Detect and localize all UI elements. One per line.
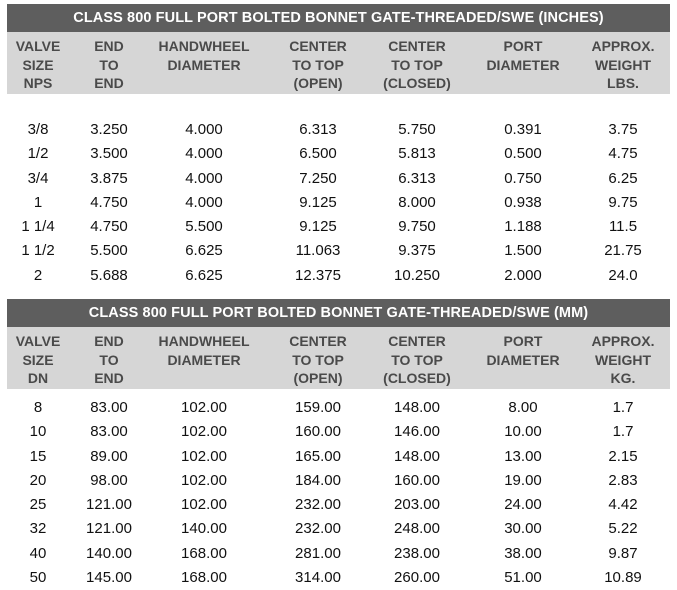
table-row [7, 396, 670, 420]
table-cell: 13.00 [504, 447, 542, 465]
table-cell: 238.00 [394, 544, 440, 562]
column-header [7, 332, 69, 388]
column-header [269, 332, 367, 388]
column-header [575, 332, 671, 388]
table-cell: 4.42 [608, 496, 638, 514]
column-header-line: DN [27, 370, 49, 386]
table-cell: 6.313 [299, 121, 337, 138]
table-row [7, 445, 670, 469]
table-cell: 2.15 [608, 447, 638, 465]
table-cell: 102.00 [181, 447, 227, 465]
column-header [368, 37, 466, 93]
inches-table [7, 4, 670, 288]
inches-table-header [7, 32, 670, 94]
table-cell: 15 [29, 447, 47, 465]
table-cell: 160.00 [295, 423, 341, 441]
table-cell: 5.500 [90, 242, 128, 260]
table-cell: 203.00 [394, 496, 440, 514]
table-cell: 0.938 [504, 193, 542, 211]
table-cell: 314.00 [295, 569, 341, 587]
column-header [69, 37, 149, 93]
table-cell: 1.7 [612, 399, 634, 416]
column-header-line: TO TOP [391, 351, 443, 368]
table-cell: 2.000 [504, 266, 542, 284]
table-cell: 7.250 [299, 169, 337, 187]
table-cell: 102.00 [181, 423, 227, 441]
table-cell: 24.0 [608, 266, 638, 284]
mm-table-title: CLASS 800 FULL PORT BOLTED BONNET GATE-THREADED/SWE (MM) [7, 299, 670, 327]
table-cell: 10.250 [394, 266, 440, 284]
table-cell: 1/2 [27, 145, 49, 163]
table-cell: 102.00 [181, 496, 227, 514]
table-cell: 50 [29, 569, 47, 587]
table-cell: 6.625 [185, 242, 223, 260]
table-row [7, 142, 670, 166]
table-row [7, 469, 670, 493]
column-header [269, 37, 367, 93]
table-cell: 3.875 [90, 169, 128, 187]
table-cell: 1 [33, 193, 43, 211]
column-header-line: (OPEN) [293, 75, 343, 91]
column-header-line: HANDWHEEL [158, 333, 250, 349]
table-cell: 5.500 [185, 218, 223, 236]
table-cell: 3.75 [608, 121, 638, 138]
column-header [474, 37, 572, 74]
table-cell: 40 [29, 544, 47, 562]
table-cell: 0.750 [504, 169, 542, 187]
table-cell: 5.22 [608, 520, 638, 538]
column-header-line: LBS. [607, 75, 639, 91]
column-header-line: VALVE [15, 38, 61, 54]
column-header [69, 332, 149, 388]
table-cell: 1.188 [504, 218, 542, 236]
table-cell: 260.00 [394, 569, 440, 587]
table-cell: 98.00 [90, 471, 128, 489]
column-header-line: DIAMETER [486, 56, 560, 73]
table-cell: 3/4 [27, 169, 49, 187]
table-cell: 83.00 [90, 423, 128, 441]
table-cell: 51.00 [504, 569, 542, 587]
column-header [149, 37, 259, 74]
column-header-line: KG. [610, 370, 636, 386]
table-cell: 148.00 [394, 399, 440, 416]
table-cell: 4.000 [185, 145, 223, 163]
column-header-line: TO TOP [292, 56, 344, 73]
table-cell: 140.00 [181, 520, 227, 538]
table-cell: 4.000 [185, 121, 223, 138]
column-header-line: END [94, 75, 124, 91]
table-cell: 19.00 [504, 471, 542, 489]
table-cell: 32 [29, 520, 47, 538]
table-cell: 102.00 [181, 471, 227, 489]
column-header-line: NPS [23, 75, 53, 91]
table-row [7, 493, 670, 517]
column-header-line: END [94, 370, 124, 386]
table-cell: 6.500 [299, 145, 337, 163]
column-header-line: VALVE [15, 333, 61, 349]
table-cell: 9.87 [608, 544, 638, 562]
table-cell: 38.00 [504, 544, 542, 562]
table-cell: 3.500 [90, 145, 128, 163]
table-cell: 2 [33, 266, 43, 284]
column-header-line: WEIGHT [595, 56, 651, 73]
column-header [575, 37, 671, 93]
column-header-line: CENTER [289, 38, 347, 54]
column-header-line: APPROX. [591, 333, 655, 349]
table-cell: 1.500 [504, 242, 542, 260]
table-cell: 21.75 [604, 242, 642, 260]
table-cell: 12.375 [295, 266, 341, 284]
table-cell: 232.00 [295, 520, 341, 538]
column-header-line: CENTER [388, 38, 446, 54]
inches-table-title: CLASS 800 FULL PORT BOLTED BONNET GATE-THREADED/SWE (INCHES) [7, 4, 670, 32]
table-cell: 10.89 [604, 569, 642, 587]
table-cell: 9.125 [299, 218, 337, 236]
table-cell: 5.688 [90, 266, 128, 284]
column-header-line: HANDWHEEL [158, 38, 250, 54]
table-cell: 146.00 [394, 423, 440, 441]
column-header-line: TO [99, 351, 119, 368]
table-cell: 0.500 [504, 145, 542, 163]
table-cell: 232.00 [295, 496, 341, 514]
table-cell: 3.250 [90, 121, 128, 138]
table-cell: 4.000 [185, 193, 223, 211]
column-header-line: DIAMETER [167, 351, 241, 368]
table-cell: 160.00 [394, 471, 440, 489]
column-header-line: PORT [503, 38, 543, 54]
table-cell: 9.375 [398, 242, 436, 260]
table-row [7, 191, 670, 215]
column-header [7, 37, 69, 93]
column-header-line: DIAMETER [486, 351, 560, 368]
table-cell: 24.00 [504, 496, 542, 514]
column-header [149, 332, 259, 369]
table-cell: 121.00 [86, 520, 132, 538]
column-header-line: END [94, 38, 124, 54]
table-cell: 165.00 [295, 447, 341, 465]
table-row [7, 566, 670, 590]
table-cell: 2.83 [608, 471, 638, 489]
column-header-line: SIZE [22, 56, 54, 73]
table-row [7, 420, 670, 444]
column-header [474, 332, 572, 369]
table-cell: 145.00 [86, 569, 132, 587]
column-header-line: (CLOSED) [383, 370, 451, 386]
table-cell: 4.750 [90, 218, 128, 236]
table-cell: 184.00 [295, 471, 341, 489]
table-cell: 1.7 [612, 423, 634, 441]
table-cell: 168.00 [181, 569, 227, 587]
column-header-line: SIZE [22, 351, 54, 368]
table-cell: 4.750 [90, 193, 128, 211]
table-cell: 140.00 [86, 544, 132, 562]
table-cell: 168.00 [181, 544, 227, 562]
column-header-line: CENTER [289, 333, 347, 349]
table-cell: 281.00 [295, 544, 341, 562]
inches-table-body [7, 118, 670, 288]
table-cell: 6.313 [398, 169, 436, 187]
table-cell: 121.00 [86, 496, 132, 514]
table-cell: 1 1/2 [21, 242, 55, 260]
table-cell: 1 1/4 [21, 218, 55, 236]
column-header-line: END [94, 333, 124, 349]
table-cell: 89.00 [90, 447, 128, 465]
column-header-line: (OPEN) [293, 370, 343, 386]
table-row [7, 517, 670, 541]
table-cell: 6.25 [608, 169, 638, 187]
table-cell: 3/8 [27, 121, 49, 138]
table-cell: 25 [29, 496, 47, 514]
table-cell: 20 [29, 471, 47, 489]
table-cell: 30.00 [504, 520, 542, 538]
table-row [7, 239, 670, 263]
table-row [7, 118, 670, 142]
table-cell: 9.125 [299, 193, 337, 211]
table-cell: 248.00 [394, 520, 440, 538]
column-header-line: (CLOSED) [383, 75, 451, 91]
mm-table [7, 299, 670, 590]
table-cell: 159.00 [295, 399, 341, 416]
table-cell: 83.00 [90, 399, 128, 416]
table-row [7, 215, 670, 239]
column-header-line: CENTER [388, 333, 446, 349]
table-cell: 11.5 [608, 218, 638, 236]
mm-table-body [7, 396, 670, 590]
table-cell: 10 [29, 423, 47, 441]
table-cell: 102.00 [181, 399, 227, 416]
table-cell: 11.063 [295, 242, 341, 260]
table-cell: 5.750 [398, 121, 436, 138]
table-cell: 4.75 [608, 145, 638, 163]
table-cell: 9.75 [608, 193, 638, 211]
table-cell: 0.391 [504, 121, 542, 138]
mm-table-header [7, 327, 670, 389]
table-cell: 4.000 [185, 169, 223, 187]
column-header [368, 332, 466, 388]
column-header-line: TO TOP [292, 351, 344, 368]
table-row [7, 264, 670, 288]
table-cell: 9.750 [398, 218, 436, 236]
table-cell: 6.625 [185, 266, 223, 284]
column-header-line: DIAMETER [167, 56, 241, 73]
table-cell: 8 [33, 399, 43, 416]
table-row [7, 167, 670, 191]
table-cell: 10.00 [504, 423, 542, 441]
table-cell: 5.813 [398, 145, 436, 163]
column-header-line: PORT [503, 333, 543, 349]
table-cell: 8.000 [398, 193, 436, 211]
table-row [7, 542, 670, 566]
column-header-line: TO TOP [391, 56, 443, 73]
table-cell: 148.00 [394, 447, 440, 465]
table-cell: 8.00 [508, 399, 538, 416]
column-header-line: TO [99, 56, 119, 73]
column-header-line: WEIGHT [595, 351, 651, 368]
column-header-line: APPROX. [591, 38, 655, 54]
